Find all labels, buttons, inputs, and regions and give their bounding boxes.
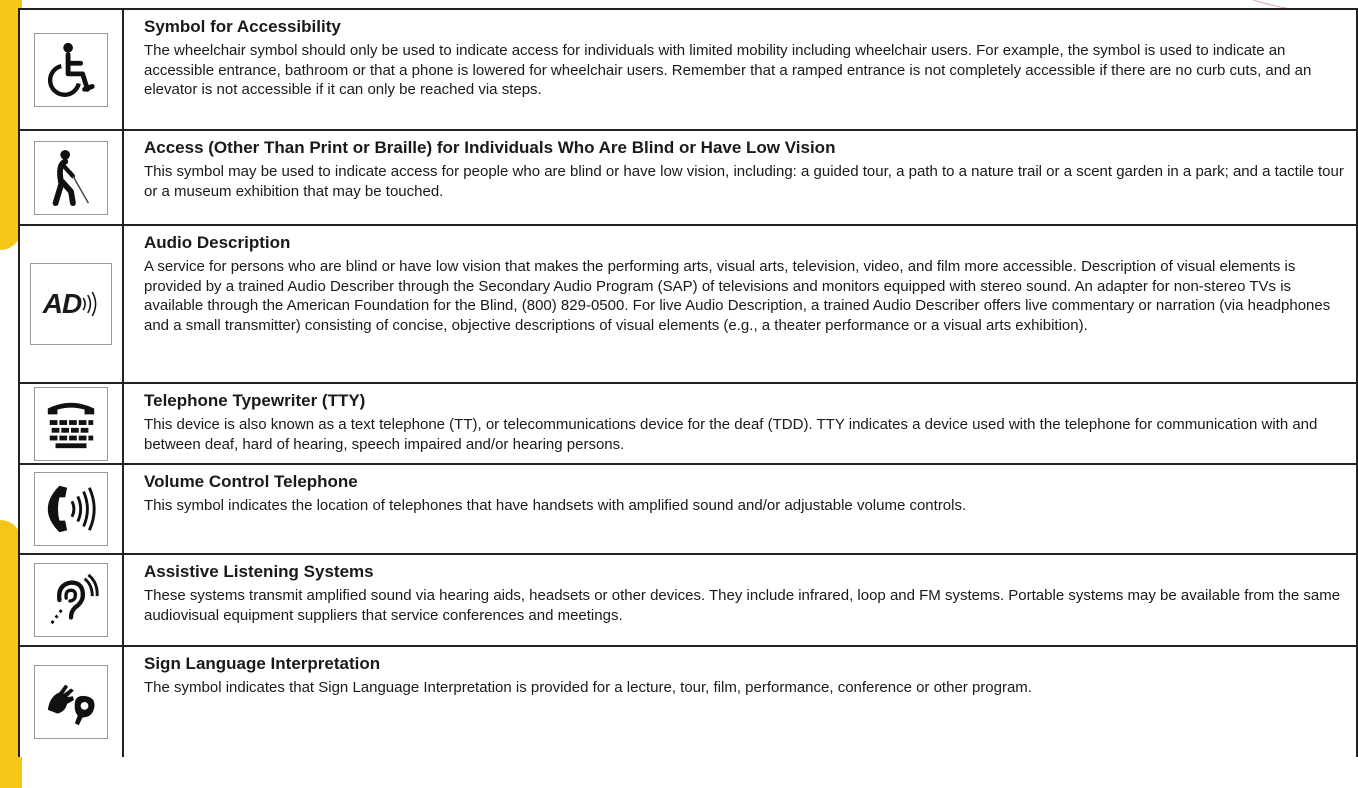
row-title: Volume Control Telephone [144,472,358,491]
table-row [20,131,1356,226]
table-row [20,384,1356,465]
table-row [20,465,1356,555]
row-description: A service for persons who are blind or have low vision that makes the performing arts, visual arts, television, video, and film more accessible. Description of visual elements is provided by a trained Audio Describer through the Secondary Audio Program (SAP) of televisions and monitors equipped with stereo sound. An adapter for non-stereo TVs is available through the American Foundation for the Blind, (800) 829-0500. For live Audio Description, a trained Audio Describer offers live commentary or narration (via headphones and a small transmitter) consisting of concise, objective descriptions of visual elements (e.g., a theater performance or a visual arts exhibition). [144,258,1331,334]
row-title: Access (Other Than Print or Braille) for Individuals Who Are Blind or Have Low Vision [144,138,836,157]
row-description: This device is also known as a text telephone (TT), or telecommunications device for the deaf (TDD). TTY indicates a device used with the telephone for communication with and between deaf, hard of hearing, speech impaired and/or hearing persons. [144,416,1318,453]
row-description: The symbol indicates that Sign Language Interpretation is provided for a lecture, tour, film, performance, conference or other program. [144,679,1032,696]
row-description: The wheelchair symbol should only be used to indicate access for individuals with limited mobility including wheelchair users. For example, the symbol is used to indicate an accessible entrance, bathroom or that a phone is lowered for wheelchair users. Remember that a ramped entrance is not completely accessible if there are no curb cuts, and an elevator is not accessible if it can only be reached via steps. [144,42,1312,98]
sign-language-icon [34,665,108,739]
row-title: Symbol for Accessibility [144,17,341,36]
table-row [20,555,1356,647]
audio-description-icon [30,263,112,345]
blind-cane-icon [34,141,108,215]
volume-phone-icon [34,472,108,546]
assistive-listening-icon [34,563,108,637]
row-title: Audio Description [144,233,291,252]
wheelchair-icon [34,33,108,107]
row-title: Assistive Listening Systems [144,562,374,581]
table-row [20,10,1356,131]
audio-description-label: AD [42,288,82,319]
row-description: This symbol may be used to indicate access for people who are blind or have low vision, including: a guided tour, a path to a nature trail or a scent garden in a park; and a tactile tour or a museum exhibition that may be touched. [144,163,1344,200]
tty-icon [34,387,108,461]
row-title: Sign Language Interpretation [144,654,381,673]
row-description: These systems transmit amplified sound via hearing aids, headsets or other devices. They include infrared, loop and FM systems. Portable systems may be available from the same audiovisual equipment suppliers that service conferences and meetings. [144,587,1341,624]
accessibility-symbols-table [18,8,1358,757]
row-title: Telephone Typewriter (TTY) [144,391,366,410]
table-row [20,647,1356,757]
row-description: This symbol indicates the location of telephones that have handsets with amplified sound and/or adjustable volume controls. [144,497,967,514]
table-row [20,226,1356,384]
